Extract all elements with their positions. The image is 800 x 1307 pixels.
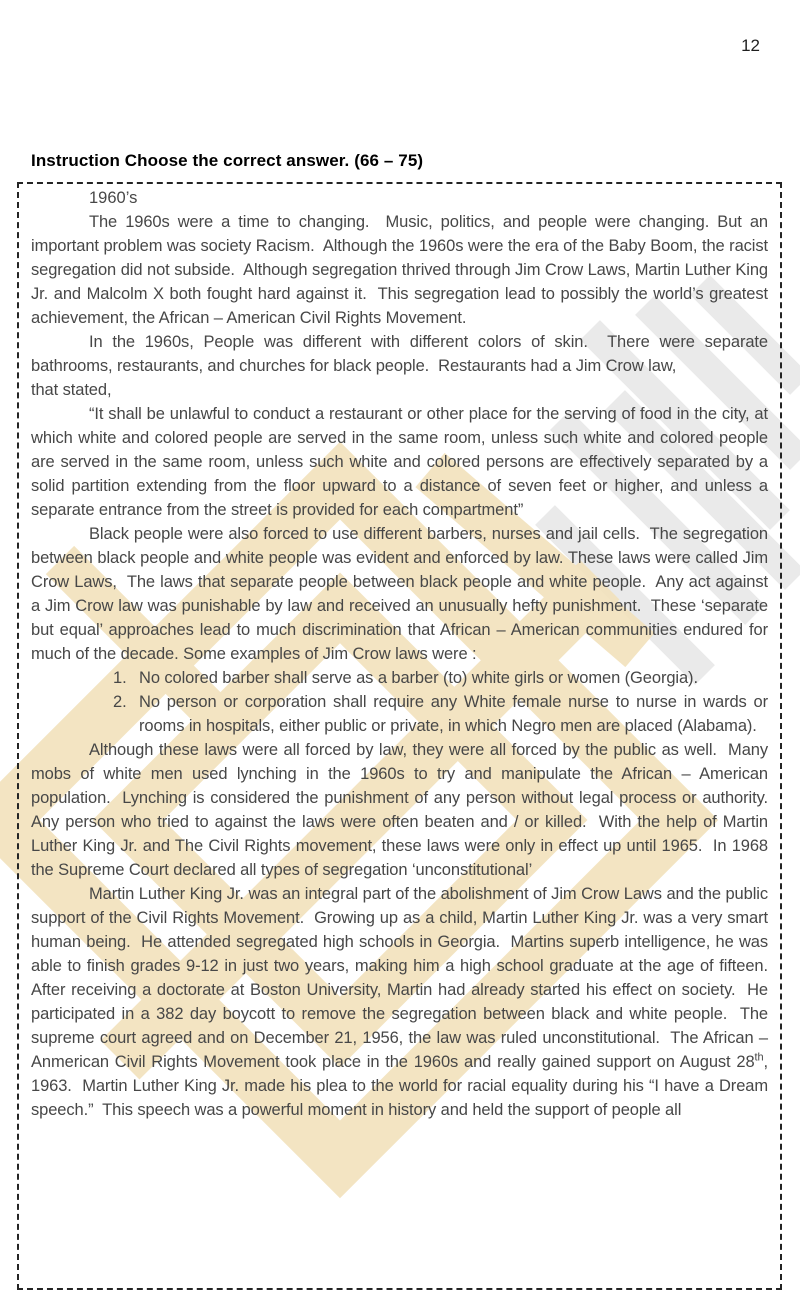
mlk-text-before-superscript: Martin Luther King Jr. was an integral part of the abolishment of Jim Crow Laws and the public support of the Civil Rights Movement. Growing up as a child, Martin Luther King Jr. was a very smart human being. He attended segregated high schools in Georgia. Martins superb intelligence, he was able to finish grades 9-12 in just two years, making him a high school graduate at the age of fifteen. After receiving a doctorate at Boston University, Martin had already started his effect on society. He participated in a 382 day boycott to remove the segregation between black and white people. The supreme court agreed and on December 21, 1956, the law was ruled unconstitutional. The African – Anmerican Civil Rights Movement took place in the 1960s and really gained support on August 28: [31, 885, 777, 1071]
passage-title: 1960’s: [89, 189, 138, 207]
paragraph-jim-crow-laws: Black people were also forced to use different barbers, nurses and jail cells. The segregation between black people and white people was evident and enforced by law. These laws were called Jim Crow Laws, The laws that separate people between black people and white people. Any act against a Jim Crow law was punishable by law and received an unusually hefty punishment. These ‘separate but equal’ approaches lead to much discrimination that African – American communities endured for much of the decade. Some examples of Jim Crow laws were :: [31, 525, 773, 663]
paragraph-lynching: Although these laws were all forced by law, they were all forced by the public as well. Many mobs of white men used lynching in the 1960s to try and manipulate the African – American population. Lynching is considered the punishment of any person without legal process or authority. Any person who tried to against the laws were often beaten and / or killed. With the help of Martin Luther King Jr. and The Civil Rights movement, these laws were only in effect up until 1965. In 1968 the Supreme Court declared all types of segregation ‘unconstitutional’: [31, 741, 777, 879]
instruction-heading: Instruction Choose the correct answer. (66 – 75): [31, 151, 424, 170]
paragraph-separation: In the 1960s, People was different with different colors of skin. There were separate bathrooms, restaurants, and churches for black people. Restaurants had a Jim Crow law,: [31, 333, 773, 375]
paragraph-that-stated: that stated,: [31, 381, 112, 399]
list-item-georgia: [113, 666, 768, 690]
paragraph-intro: The 1960s were a time to changing. Music, politics, and people were changing. But an important problem was society Racism. Although the 1960s were the era of the Baby Boom, the racist segregation did not subside. Although segregation thrived through Jim Crow Laws, Martin Luther King Jr. and Malcolm X both fought hard against it. This segregation lead to possibly the world’s greatest achievement, the African – American Civil Rights Movement.: [31, 213, 773, 327]
paragraph-mlk: [31, 882, 777, 1122]
list-item-alabama: [113, 690, 773, 738]
passage-box: [17, 182, 782, 1290]
list-text: No colored barber shall serve as a barber (to) white girls or women (Georgia).: [139, 669, 698, 687]
list-number: 2.: [113, 693, 127, 711]
superscript-th: th: [754, 1051, 764, 1064]
mlk-text-after-superscript: , 1963. Martin Luther King Jr. made his plea to the world for racial equality during his “I have a Dream speech.” This speech was a powerful moment in history and held the support of people all: [31, 1053, 773, 1119]
list-text: No person or corporation shall require any White female nurse to nurse in wards or rooms in hospitals, either public or private, in which Negro men are placed (Alabama).: [139, 693, 773, 735]
list-number: 1.: [113, 669, 127, 687]
page-number: 12: [741, 36, 760, 55]
paragraph-quote: “It shall be unlawful to conduct a restaurant or other place for the serving of food in the city, at which white and colored people are served in the same room, unless such white and colored people are served in the same room, unless such white and colored persons are effectively separated by a solid partition extending from the floor upward to a distance of seven feet or higher, and unless a separate entrance from the street is provided for each compartment”: [31, 405, 773, 519]
